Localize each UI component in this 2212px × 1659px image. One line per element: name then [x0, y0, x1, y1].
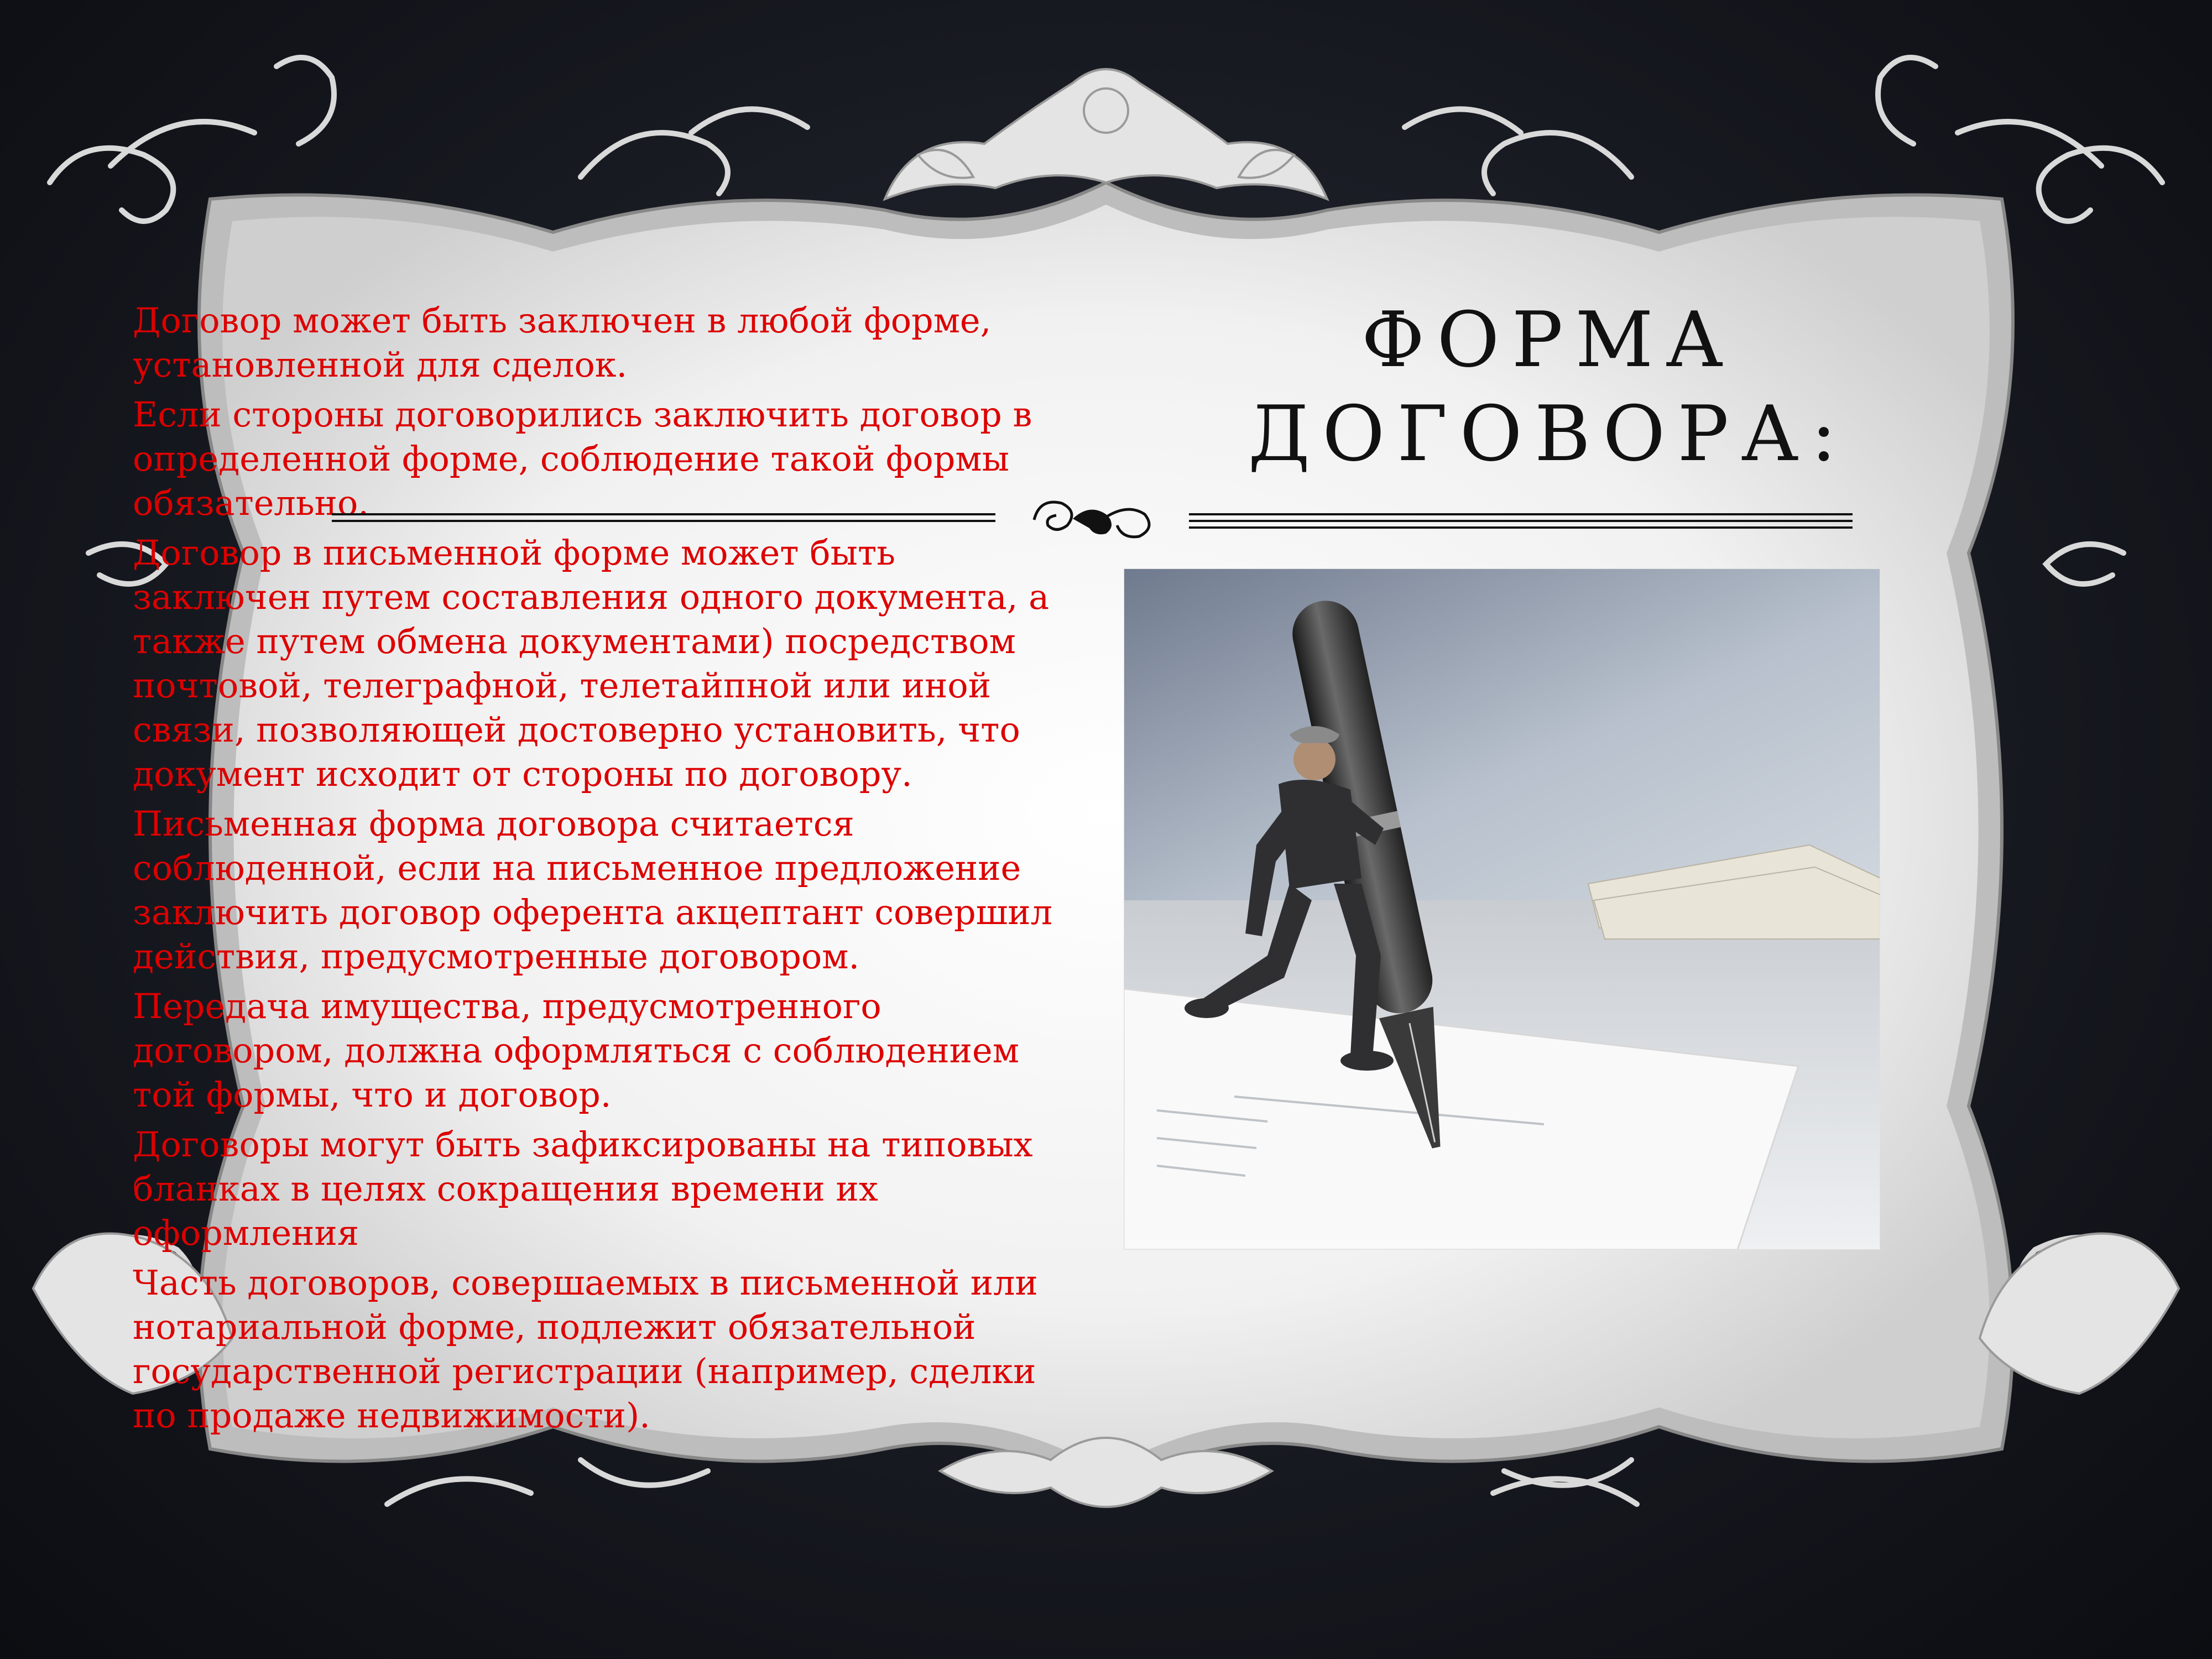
paragraph-3: Договор в письменной форме может быть заключен путем составления одного документа, а также путем обмена документами) посредством почтовой, телеграфной, телетайпной или иной связи, позволяющей достоверно установить, что документ исходит от стороны по договору. [133, 533, 1050, 794]
pen-illustration-image [1124, 568, 1880, 1250]
paragraph-1: Договор может быть заключен в любой форме, установленной для сделок. [133, 300, 992, 385]
paragraph-2: Если стороны договорились заключить договор в определенной форме, соблюдение такой формы обязательно. [133, 394, 1032, 523]
paragraph-5: Передача имущества, предусмотренного договором, должна оформляться с соблюдением той формы, что и договор. [133, 986, 1019, 1115]
slide-title-line-1: ФОРМА [1361, 295, 1736, 384]
body-text-block [133, 299, 1073, 1443]
paragraph-7: Часть договоров, совершаемых в письменной или нотариальной форме, подлежит обязательной государственной регистрации (например, сделки по продаже недвижимости). [133, 1262, 1038, 1436]
slide-title [1189, 293, 1908, 481]
paragraph-4: Письменная форма договора считается соблюденной, если на письменное предложение заключить договор оферента акцептант совершил действия, предусмотренные договором. [133, 804, 1053, 977]
paragraph-6: Договоры могут быть зафиксированы на типовых бланках в целях сокращения времени их оформления [133, 1124, 1033, 1253]
slide-title-line-2: ДОГОВОРА: [1248, 389, 1849, 478]
flourish-divider-icon [332, 492, 1853, 547]
